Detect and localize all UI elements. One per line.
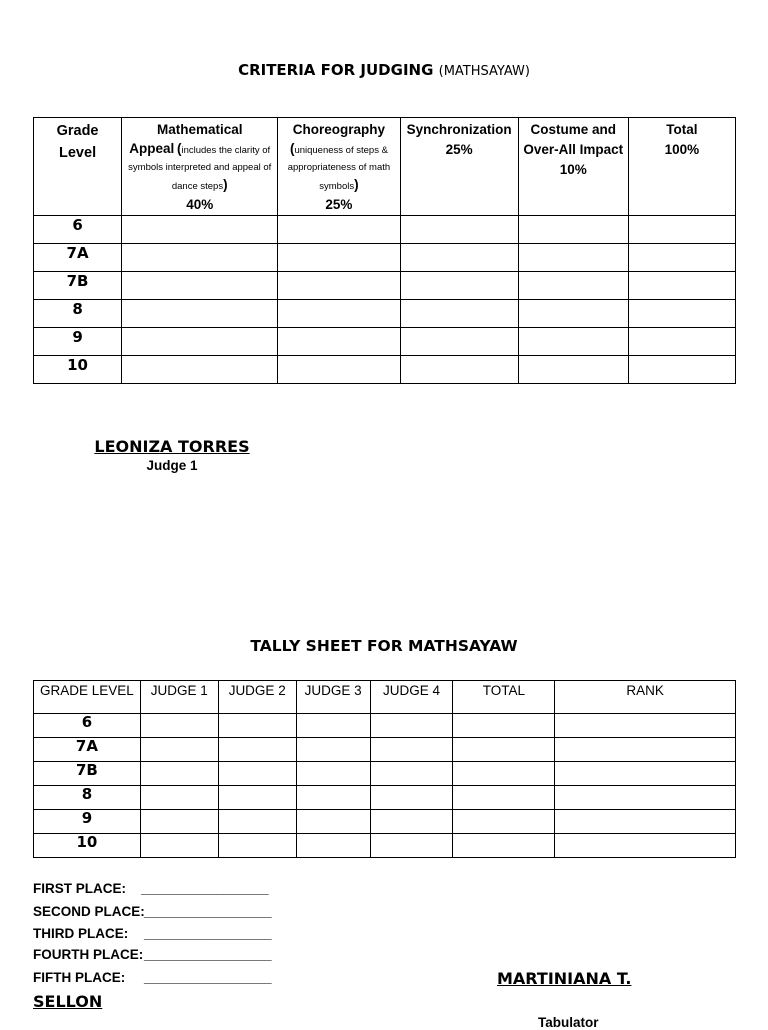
tally-row-grade: 9	[34, 810, 141, 834]
tally-score-cell[interactable]	[218, 786, 296, 810]
tally-row-grade: 7A	[34, 738, 141, 762]
criteria-score-cell[interactable]	[122, 244, 278, 272]
criteria-score-cell[interactable]	[122, 356, 278, 384]
criteria-row-grade: 8	[34, 300, 122, 328]
header-grade-level-line2: Level	[59, 145, 97, 161]
criteria-row	[34, 272, 736, 300]
criteria-score-cell[interactable]	[628, 244, 735, 272]
place-label: THIRD PLACE:	[33, 926, 129, 941]
place-label: FIFTH PLACE:	[33, 970, 126, 985]
criteria-score-cell[interactable]	[400, 356, 518, 384]
criteria-score-cell[interactable]	[122, 328, 278, 356]
total-pct: 100%	[664, 142, 700, 157]
tally-score-cell[interactable]	[370, 714, 453, 738]
synchronization-pct: 25%	[445, 142, 473, 157]
criteria-row	[34, 328, 736, 356]
tally-row	[34, 714, 736, 738]
criteria-score-cell[interactable]	[518, 244, 628, 272]
place-label: FIRST PLACE:	[33, 881, 126, 896]
tally-header-total: TOTAL	[453, 681, 555, 714]
tally-score-cell[interactable]	[218, 810, 296, 834]
math-appeal-desc: includes the clarity of symbols interpreted and appeal of dance steps	[128, 145, 272, 192]
criteria-title-paren: (MATHSAYAW)	[438, 64, 530, 79]
header-math-appeal: Mathematical Appeal (includes the clarity of symbols interpreted and appeal of dance steps) 40%	[122, 118, 278, 216]
tally-table	[33, 680, 736, 858]
criteria-score-cell[interactable]	[400, 244, 518, 272]
criteria-score-cell[interactable]	[278, 356, 400, 384]
place-blank-line[interactable]: _________________	[141, 881, 269, 896]
tally-score-cell[interactable]	[555, 834, 736, 858]
tally-score-cell[interactable]	[370, 810, 453, 834]
criteria-score-cell[interactable]	[278, 328, 400, 356]
tally-score-cell[interactable]	[453, 714, 555, 738]
tally-score-cell[interactable]	[296, 738, 370, 762]
header-grade-level-line1: Grade	[56, 123, 99, 139]
tabulator-name-line2: SELLON	[33, 992, 103, 1011]
criteria-score-cell[interactable]	[400, 216, 518, 244]
tally-row	[34, 738, 736, 762]
tabulator-name-line1: MARTINIANA T.	[497, 969, 632, 988]
tally-score-cell[interactable]	[218, 714, 296, 738]
criteria-score-cell[interactable]	[628, 328, 735, 356]
tally-score-cell[interactable]	[453, 810, 555, 834]
criteria-score-cell[interactable]	[278, 244, 400, 272]
tally-header-row	[34, 681, 736, 714]
tally-score-cell[interactable]	[140, 714, 218, 738]
tally-row	[34, 810, 736, 834]
tally-score-cell[interactable]	[370, 786, 453, 810]
math-appeal-name2: Appeal	[129, 141, 175, 156]
tally-score-cell[interactable]	[140, 786, 218, 810]
tally-header-rank: RANK	[555, 681, 736, 714]
tally-score-cell[interactable]	[140, 810, 218, 834]
tally-score-cell[interactable]	[218, 738, 296, 762]
header-grade-level	[34, 118, 122, 216]
math-appeal-name: Mathematical	[156, 122, 243, 137]
tally-score-cell[interactable]	[140, 762, 218, 786]
tally-score-cell[interactable]	[453, 738, 555, 762]
header-synchronization	[400, 118, 518, 216]
tally-score-cell[interactable]	[370, 738, 453, 762]
math-appeal-pct: 40%	[186, 197, 214, 212]
criteria-table	[33, 117, 736, 384]
criteria-row-grade: 9	[34, 328, 122, 356]
tally-score-cell[interactable]	[296, 810, 370, 834]
tally-row-grade: 10	[34, 834, 141, 858]
choreography-name: Choreography	[292, 122, 386, 137]
criteria-score-cell[interactable]	[518, 328, 628, 356]
tally-row-grade: 8	[34, 786, 141, 810]
place-label: FOURTH PLACE:	[33, 947, 144, 962]
tally-row-grade: 7B	[34, 762, 141, 786]
judge-signature	[70, 437, 274, 473]
tally-score-cell[interactable]	[370, 834, 453, 858]
criteria-score-cell[interactable]	[278, 300, 400, 328]
costume-name: Costume and Over-All Impact	[523, 122, 624, 157]
criteria-score-cell[interactable]	[628, 272, 735, 300]
criteria-row	[34, 356, 736, 384]
criteria-row-grade: 6	[34, 216, 122, 244]
tally-score-cell[interactable]	[555, 786, 736, 810]
place-blank-line[interactable]: _________________	[144, 947, 272, 962]
place-blank-line[interactable]: _________________	[144, 926, 272, 941]
tally-score-cell[interactable]	[140, 738, 218, 762]
tally-row	[34, 786, 736, 810]
tally-header-grade-level: GRADE LEVEL	[34, 681, 141, 714]
criteria-score-cell[interactable]	[518, 356, 628, 384]
tally-row	[34, 834, 736, 858]
criteria-row-grade: 7B	[34, 272, 122, 300]
judge-name: LEONIZA TORRES	[94, 437, 250, 456]
judge-role: Judge 1	[146, 458, 198, 473]
criteria-score-cell[interactable]	[628, 216, 735, 244]
tally-score-cell[interactable]	[555, 738, 736, 762]
criteria-row	[34, 216, 736, 244]
criteria-title	[0, 61, 768, 79]
criteria-row	[34, 244, 736, 272]
place-label: SECOND PLACE:	[33, 904, 145, 919]
tally-row	[34, 762, 736, 786]
tally-score-cell[interactable]	[296, 714, 370, 738]
tally-score-cell[interactable]	[296, 834, 370, 858]
tally-header-judge-3: JUDGE 3	[296, 681, 370, 714]
criteria-score-cell[interactable]	[122, 300, 278, 328]
place-blank-line[interactable]: _________________	[144, 970, 272, 985]
tally-score-cell[interactable]	[453, 834, 555, 858]
place-blank-line[interactable]: _________________	[144, 904, 272, 919]
synchronization-name: Synchronization	[406, 122, 512, 137]
criteria-score-cell[interactable]	[122, 216, 278, 244]
tally-header-judge-4: JUDGE 4	[370, 681, 453, 714]
tally-score-cell[interactable]	[218, 834, 296, 858]
choreography-pct: 25%	[325, 197, 353, 212]
tally-header-judge-1: JUDGE 1	[140, 681, 218, 714]
tally-title: TALLY SHEET FOR MATHSAYAW	[250, 637, 518, 655]
tally-score-cell[interactable]	[370, 762, 453, 786]
criteria-header-row	[34, 118, 736, 216]
choreography-desc: uniqueness of steps & appropriateness of math symbols	[287, 145, 391, 192]
tally-score-cell[interactable]	[296, 786, 370, 810]
criteria-score-cell[interactable]	[628, 356, 735, 384]
tally-header-judge-2: JUDGE 2	[218, 681, 296, 714]
criteria-score-cell[interactable]	[400, 300, 518, 328]
tally-score-cell[interactable]	[453, 762, 555, 786]
criteria-row	[34, 300, 736, 328]
tally-score-cell[interactable]	[140, 834, 218, 858]
criteria-score-cell[interactable]	[400, 328, 518, 356]
criteria-score-cell[interactable]	[628, 300, 735, 328]
criteria-score-cell[interactable]	[122, 272, 278, 300]
tally-row-grade: 6	[34, 714, 141, 738]
criteria-score-cell[interactable]	[278, 272, 400, 300]
tally-score-cell[interactable]	[218, 762, 296, 786]
criteria-row-grade: 7A	[34, 244, 122, 272]
criteria-score-cell[interactable]	[518, 272, 628, 300]
criteria-score-cell[interactable]	[518, 216, 628, 244]
header-total	[628, 118, 735, 216]
costume-pct: 10%	[559, 162, 587, 177]
criteria-score-cell[interactable]	[518, 300, 628, 328]
tally-score-cell[interactable]	[296, 762, 370, 786]
tabulator-role: Tabulator	[538, 1015, 599, 1030]
total-name: Total	[666, 122, 698, 137]
header-costume	[518, 118, 628, 216]
tally-score-cell[interactable]	[555, 762, 736, 786]
tally-score-cell[interactable]	[555, 714, 736, 738]
criteria-score-cell[interactable]	[400, 272, 518, 300]
criteria-score-cell[interactable]	[278, 216, 400, 244]
header-choreography: Choreography (uniqueness of steps & appropriateness of math symbols) 25%	[278, 118, 400, 216]
tally-score-cell[interactable]	[555, 810, 736, 834]
criteria-title-text: CRITERIA FOR JUDGING	[238, 61, 434, 79]
criteria-row-grade: 10	[34, 356, 122, 384]
tally-score-cell[interactable]	[453, 786, 555, 810]
